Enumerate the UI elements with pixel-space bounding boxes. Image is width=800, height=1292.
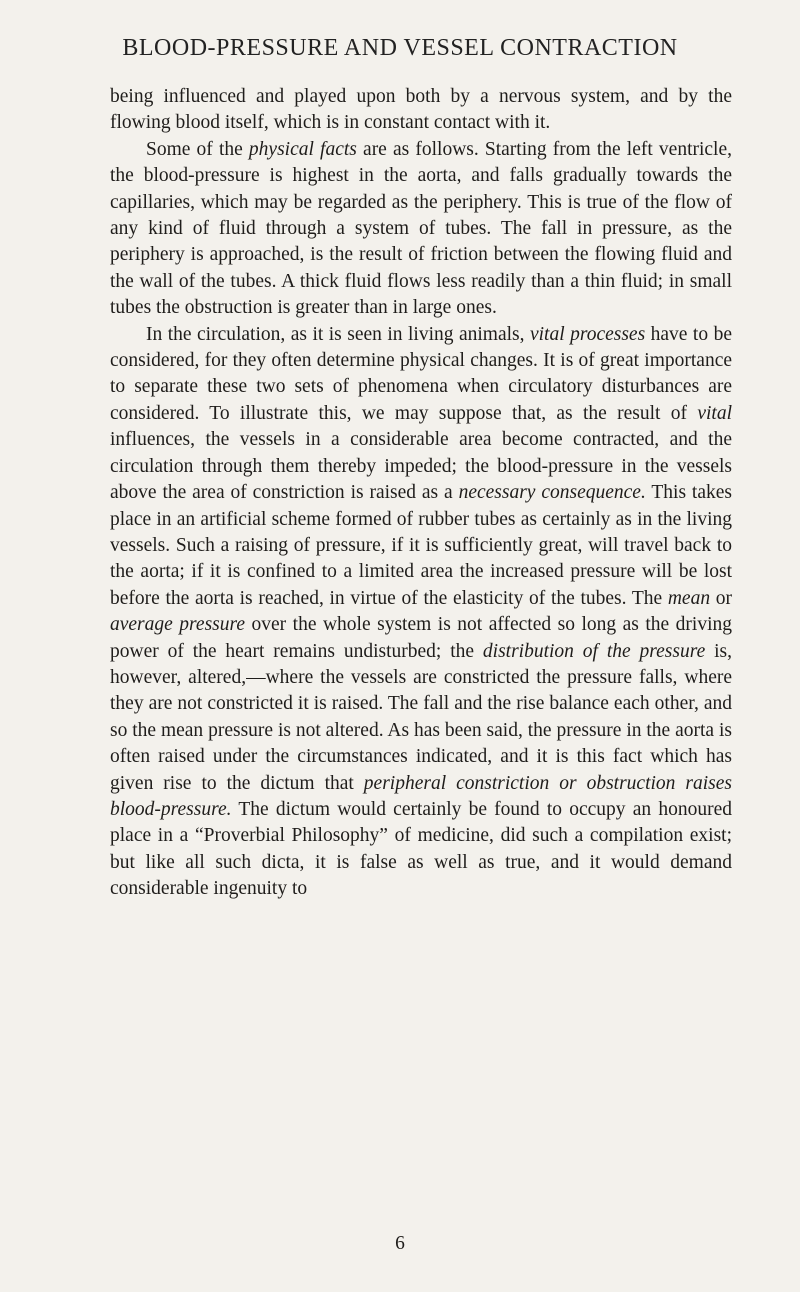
running-head: BLOOD-PRESSURE AND VESSEL CONTRACTION bbox=[122, 35, 678, 61]
text-span: or bbox=[710, 587, 733, 609]
text-span: have to be considered, for they often determine physical changes. It is of great importance to separate these two sets of phenomena when circulatory disturbances are considered. To illustrate this, we may suppose that, as the result of bbox=[110, 323, 732, 424]
italic-phrase: physical facts bbox=[248, 138, 357, 160]
paragraph-2 bbox=[110, 137, 732, 322]
text-span: over the whole system is not affected so long as the driving power of the heart remains undisturbed; the bbox=[110, 614, 732, 662]
text-span: The dictum would certainly be found to occupy an honoured place in a “Proverbial Philosophy” of medicine, did such a compilation exist; but like all such dicta, it is false as well as true, and it would demand considerable ingenuity to bbox=[110, 798, 732, 900]
italic-phrase: mean bbox=[667, 587, 711, 609]
paragraph-1-text: being influenced and played upon both by a nervous system, and by the flowing blood itself, which is in constant contact with it. bbox=[110, 86, 732, 134]
text-span: In the circulation, as it is seen in living animals, bbox=[146, 323, 530, 345]
italic-phrase: vital bbox=[697, 402, 732, 424]
italic-phrase: vital processes bbox=[529, 323, 646, 345]
page-number: 6 bbox=[395, 1233, 405, 1254]
paragraph-1 bbox=[110, 84, 732, 137]
italic-phrase: distribution of the pressure bbox=[482, 640, 706, 662]
text-span: This takes place in an artificial scheme formed of rubber tubes as certainly as in the living vessels. Such a raising of pressure, if it is sufficiently great, will travel back to the aorta; if it is confined to a limited area the increased pressure will be lost before the aorta is reached, in virtue of the elasticity of the tubes. The bbox=[110, 482, 732, 609]
text-span: are as follows. Starting from the left ventricle, the blood-pressure is highest in the aorta, and falls gradually towards the capillaries, which may be regarded as the periphery. This is true of the flow of any kind of fluid through a system of tubes. The fall in pressure, as the periphery is approached, is the result of friction between the flowing fluid and the wall of the tubes. A thick fluid flows less readily than a thin fluid; in small tubes the obstruction is greater than in large ones. bbox=[110, 138, 733, 319]
italic-phrase: peripheral constriction or obstruction raises blood-pressure. bbox=[110, 772, 732, 820]
italic-phrase: necessary consequence. bbox=[458, 482, 646, 504]
italic-phrase: average pressure bbox=[110, 614, 246, 636]
text-span: is, however, altered,—where the vessels are constricted the pressure falls, where they are not constricted it is raised. The fall and the rise balance each other, and so the mean pressure is not altered. As has been said, the pressure in the aorta is often raised under the circumstances indicated, and it is this fact which has given rise to the dictum that bbox=[110, 640, 733, 794]
text-span: influences, the vessels in a considerable area become contracted, and the circulation through them thereby impeded; the blood-pressure in the vessels above the area of constriction is raised as a bbox=[110, 429, 732, 504]
body-text bbox=[110, 84, 732, 903]
text-span: Some of the bbox=[146, 138, 249, 160]
paragraph-3 bbox=[110, 322, 732, 903]
